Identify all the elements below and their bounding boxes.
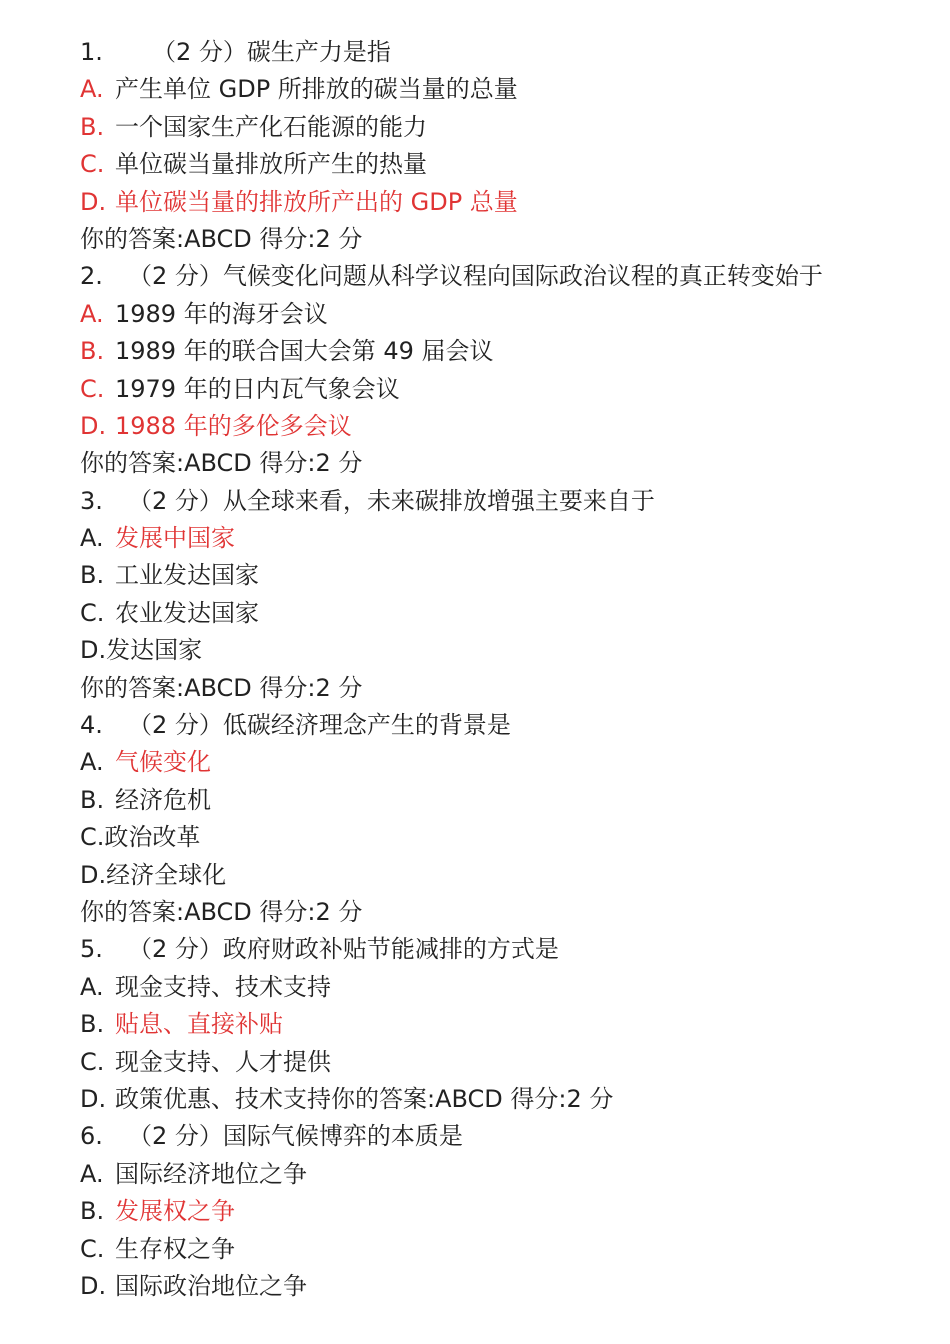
option-letter: A. bbox=[80, 299, 104, 328]
question-2-option-b bbox=[80, 333, 950, 370]
question-2-option-c bbox=[80, 371, 950, 408]
option-text: 工业发达国家 bbox=[115, 561, 259, 590]
option-letter: D. bbox=[80, 860, 107, 889]
option-letter: D. bbox=[80, 187, 107, 216]
question-1-option-d bbox=[80, 184, 950, 221]
question-6-option-d bbox=[80, 1268, 950, 1305]
question-5-stem bbox=[80, 931, 950, 968]
option-text: 政治改革 bbox=[104, 823, 201, 852]
question-number: 5. bbox=[80, 935, 103, 964]
question-1-option-c bbox=[80, 146, 950, 183]
option-text: 生存权之争 bbox=[115, 1234, 235, 1263]
option-letter: A. bbox=[80, 1159, 104, 1188]
question-text: （2 分）低碳经济理念产生的背景是 bbox=[128, 711, 511, 740]
option-letter: C. bbox=[80, 150, 105, 179]
option-text: 经济危机 bbox=[115, 785, 211, 814]
question-3-option-a bbox=[80, 520, 950, 557]
option-letter: D. bbox=[80, 1271, 107, 1300]
question-2-option-a bbox=[80, 296, 950, 333]
answer-score: 你的答案:ABCD 得分:2 分 bbox=[80, 897, 363, 926]
answer-score: 你的答案:ABCD 得分:2 分 bbox=[80, 673, 363, 702]
question-number: 2. bbox=[80, 262, 103, 291]
question-1-answer bbox=[80, 221, 950, 258]
option-letter: C. bbox=[80, 1234, 105, 1263]
option-text: 农业发达国家 bbox=[115, 598, 259, 627]
question-1-stem bbox=[80, 34, 950, 71]
option-letter: A. bbox=[80, 75, 104, 104]
question-text: （2 分）气候变化问题从科学议程向国际政治议程的真正转变始于 bbox=[128, 262, 823, 291]
question-2-stem bbox=[80, 258, 950, 295]
question-1-option-a bbox=[80, 71, 950, 108]
option-letter: C. bbox=[80, 598, 105, 627]
option-letter: D. bbox=[80, 1084, 107, 1113]
question-6-option-c bbox=[80, 1231, 950, 1268]
question-3-answer bbox=[80, 670, 950, 707]
option-letter: C. bbox=[80, 374, 105, 403]
question-number: 3. bbox=[80, 486, 103, 515]
option-letter: B. bbox=[80, 785, 105, 814]
option-text-correct: 发展权之争 bbox=[115, 1197, 235, 1226]
option-text: 发达国家 bbox=[106, 636, 203, 665]
option-text-correct: 发展中国家 bbox=[115, 524, 235, 553]
option-text: 1989 年的联合国大会第 49 届会议 bbox=[115, 337, 494, 366]
question-text: （2 分）国际气候博弈的本质是 bbox=[128, 1122, 463, 1151]
option-text: 1989 年的海牙会议 bbox=[115, 299, 328, 328]
question-2-option-d bbox=[80, 408, 950, 445]
question-4-option-b bbox=[80, 782, 950, 819]
option-letter: B. bbox=[80, 337, 105, 366]
option-text: 现金支持、人才提供 bbox=[115, 1047, 331, 1076]
question-text: （2 分）从全球来看，未来碳排放增强主要来自于 bbox=[128, 486, 655, 515]
option-letter: D. bbox=[80, 636, 107, 665]
answer-score: 你的答案:ABCD 得分:2 分 bbox=[80, 224, 363, 253]
question-3-option-c bbox=[80, 595, 950, 632]
option-letter: A. bbox=[80, 524, 104, 553]
option-letter: B. bbox=[80, 112, 105, 141]
option-letter: C. bbox=[80, 823, 105, 852]
question-4-option-a bbox=[80, 744, 950, 781]
option-text: 单位碳当量排放所产生的热量 bbox=[115, 150, 427, 179]
option-text: 现金支持、技术支持 bbox=[115, 972, 331, 1001]
answer-score: 你的答案:ABCD 得分:2 分 bbox=[80, 449, 363, 478]
option-letter: A. bbox=[80, 972, 104, 1001]
option-text-correct: 贴息、直接补贴 bbox=[115, 1010, 283, 1039]
option-text: 政策优惠、技术支持你的答案:ABCD 得分:2 分 bbox=[115, 1084, 614, 1113]
question-number: 6. bbox=[80, 1122, 103, 1151]
option-letter: B. bbox=[80, 1197, 105, 1226]
question-4-option-d bbox=[80, 857, 950, 894]
option-text: 1979 年的日内瓦气象会议 bbox=[115, 374, 400, 403]
option-text: 一个国家生产化石能源的能力 bbox=[115, 112, 427, 141]
option-text-correct: 单位碳当量的排放所产出的 GDP 总量 bbox=[115, 187, 518, 216]
question-4-answer bbox=[80, 894, 950, 931]
question-1-option-b bbox=[80, 109, 950, 146]
option-text: 国际政治地位之争 bbox=[115, 1271, 307, 1300]
option-text-correct: 气候变化 bbox=[115, 748, 211, 777]
option-text: 经济全球化 bbox=[106, 860, 227, 889]
option-letter: D. bbox=[80, 411, 107, 440]
question-2-answer bbox=[80, 445, 950, 482]
question-5-option-d bbox=[80, 1081, 950, 1118]
option-text: 产生单位 GDP 所排放的碳当量的总量 bbox=[115, 75, 518, 104]
option-text: 国际经济地位之争 bbox=[115, 1159, 307, 1188]
question-6-stem bbox=[80, 1118, 950, 1155]
option-letter: B. bbox=[80, 561, 105, 590]
question-5-option-b bbox=[80, 1006, 950, 1043]
question-number: 1. bbox=[80, 38, 103, 66]
question-number: 4. bbox=[80, 711, 103, 740]
question-6-option-a bbox=[80, 1156, 950, 1193]
option-letter: C. bbox=[80, 1047, 105, 1076]
question-3-option-b bbox=[80, 557, 950, 594]
option-letter: B. bbox=[80, 1010, 105, 1039]
option-text-correct: 1988 年的多伦多会议 bbox=[115, 411, 352, 440]
question-6-option-b bbox=[80, 1193, 950, 1230]
question-5-option-c bbox=[80, 1044, 950, 1081]
question-5-option-a bbox=[80, 969, 950, 1006]
question-4-stem bbox=[80, 707, 950, 744]
question-3-option-d bbox=[80, 632, 950, 669]
question-text: （2 分）政府财政补贴节能减排的方式是 bbox=[128, 935, 559, 964]
question-text: （2 分）碳生产力是指 bbox=[152, 38, 391, 66]
question-4-option-c bbox=[80, 819, 950, 856]
question-3-stem bbox=[80, 483, 950, 520]
option-letter: A. bbox=[80, 748, 104, 777]
